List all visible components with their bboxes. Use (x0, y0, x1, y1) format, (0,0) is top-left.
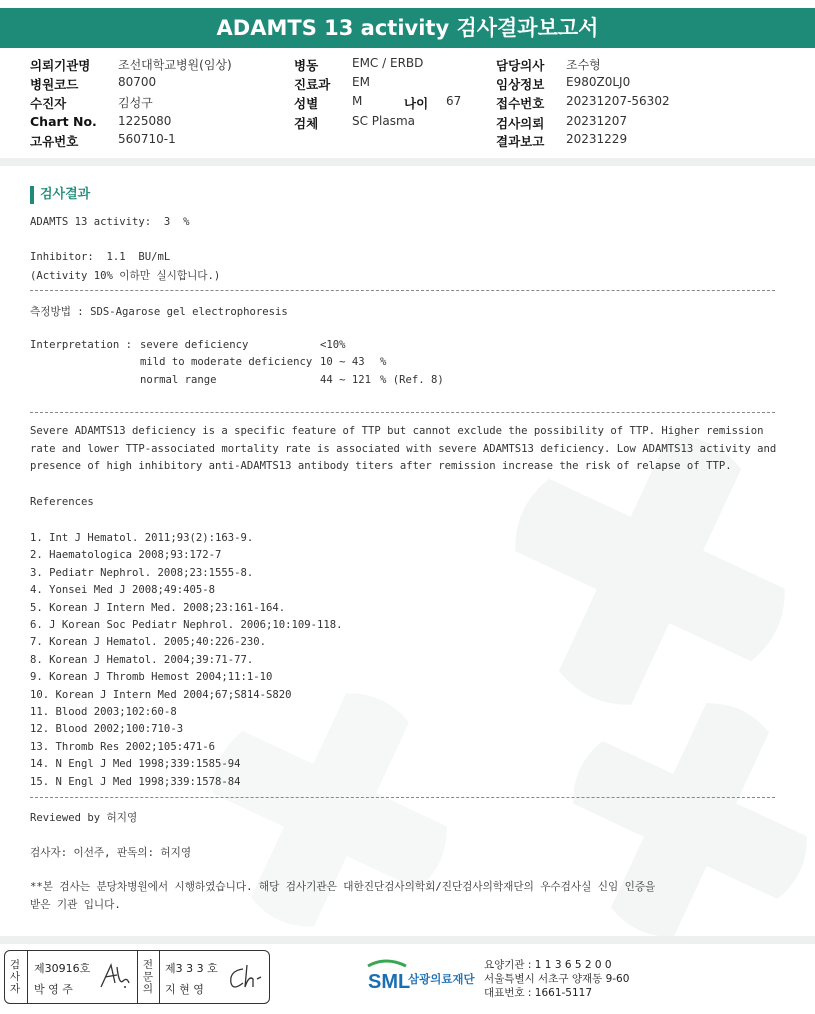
interp-unit-normal: % (Ref. 8) (380, 374, 444, 386)
box-divider (27, 951, 28, 1003)
list-item: 5. Korean J Intern Med. 2008;23:161-164. (30, 601, 286, 614)
watermark-cross-icon-2 (560, 690, 815, 950)
interp-name-normal: normal range (140, 374, 217, 386)
value-request-date: 20231207 (566, 114, 628, 128)
value-sex: M (352, 94, 363, 108)
value-chart-no: 1225080 (118, 114, 172, 128)
interp-name-severe: severe deficiency (140, 339, 249, 351)
examiner-license-no: 제30916호 (34, 962, 91, 975)
reviewed-by: Reviewed by 허지영 (30, 812, 138, 824)
header-separator (0, 158, 815, 166)
list-item: 1. Int J Hematol. 2011;93(2):163-9. (30, 532, 254, 544)
value-patient: 김성구 (118, 96, 153, 110)
activity-result: ADAMTS 13 activity: 3 % (30, 216, 190, 228)
accreditation-note-2: 받은 기관 입니다. (30, 899, 121, 911)
reader-vertical-label: 전문의 (142, 959, 154, 995)
accreditation-note: **본 검사는 분당차병원에서 시행하였습니다. 해당 검사기관은 대한진단검사의학회/진단검사의학재단의 우수검사실 신임 인증을 (30, 881, 656, 893)
label-patient: 수진자 (30, 96, 67, 111)
examiner-signature-icon (97, 961, 133, 993)
logo-name: 삼광의료재단 (408, 972, 475, 986)
value-receipt-no: 20231207-56302 (566, 94, 670, 108)
list-item: 3. Pediatr Nephrol. 2008;23:1555-8. (30, 566, 254, 579)
examiner-name: 박 영 주 (34, 983, 73, 996)
label-institution: 의뢰기관명 (30, 58, 91, 73)
interp-name-mild: mild to moderate deficiency (140, 356, 313, 368)
list-item: 4. Yonsei Med J 2008;49:405-8 (30, 584, 215, 597)
reader-signature-icon (225, 961, 265, 993)
interp-unit-mild: % (380, 356, 387, 368)
report-title: ADAMTS 13 activity 검사결과보고서 (0, 8, 815, 48)
dashed-divider-3 (30, 797, 775, 798)
logo-letters: SML (368, 971, 411, 993)
value-ward: EMC / ERBD (352, 56, 424, 70)
list-item: 13. Thromb Res 2002;105:471-6 (30, 740, 215, 753)
inhibitor-result: Inhibitor: 1.1 BU/mL (30, 251, 171, 263)
list-item: 9. Korean J Thromb Hemost 2004;11:1-10 (30, 671, 273, 684)
value-doctor: 조수형 (566, 58, 601, 72)
label-doctor: 담당의사 (496, 58, 545, 73)
interp-range-severe: <10% (320, 339, 346, 351)
label-request-date: 검사의뢰 (496, 116, 545, 131)
section-title-results: 검사결과 (30, 186, 90, 204)
label-specimen: 검체 (294, 116, 319, 131)
value-report-date: 20231229 (566, 132, 628, 146)
dashed-divider-2 (30, 412, 775, 413)
list-item: 11. Blood 2003;102:60-8 (30, 706, 177, 719)
value-age: 67 (446, 94, 462, 108)
reader-license-no: 제3 3 3 호 (165, 962, 218, 975)
list-item: 14. N Engl J Med 1998;339:1585-94 (30, 758, 241, 771)
list-item: 2. Haematologica 2008;93:172-7 (30, 549, 222, 562)
signature-box (4, 950, 270, 1004)
interp-range-mild: 10 ~ 43 (320, 356, 365, 368)
value-institution: 조선대학교병원(임상) (118, 58, 232, 72)
examiner-vertical-label: 검사자 (9, 959, 21, 995)
label-unique-no: 고유번호 (30, 134, 79, 149)
inhibitor-note: (Activity 10% 이하만 실시합니다.) (30, 270, 221, 282)
method-line: 측정방법 : SDS-Agarose gel electrophoresis (30, 306, 288, 318)
list-item: 10. Korean J Intern Med 2004;67;S814-S820 (30, 688, 292, 701)
reader-name: 지 현 영 (165, 983, 204, 996)
value-clinical-info: E980Z0LJ0 (566, 75, 631, 89)
interpretation-paragraph: Severe ADAMTS13 deficiency is a specific feature of TTP but cannot exclude the possibility of TTP. Higher remission rate and lower TTP-associated mortality rate is associated with severe ADAMTS13 deficiency. Low ADAMTS13 activity and presence of high inhibitory anti-ADAMTS13 antibody titers after remission increase the risk of relapse of TTP. (30, 425, 777, 472)
label-receipt-no: 접수번호 (496, 96, 545, 111)
label-department: 진료과 (294, 77, 331, 92)
label-clinical-info: 임상정보 (496, 77, 545, 92)
list-item: 12. Blood 2002;100:710-3 (30, 723, 184, 736)
dashed-divider (30, 290, 775, 291)
value-unique-no: 560710-1 (118, 132, 176, 146)
references-title: References (30, 496, 94, 508)
label-age: 나이 (404, 96, 429, 111)
box-divider-2 (137, 951, 138, 1003)
address: 서울특별시 서초구 양재동 9-60 (484, 973, 630, 985)
value-department: EM (352, 75, 370, 89)
interpretation-label: Interpretation : (30, 339, 133, 351)
list-item: 15. N Engl J Med 1998;339:1578-84 (30, 775, 241, 788)
label-hospital-code: 병원코드 (30, 77, 79, 92)
label-sex: 성별 (294, 96, 319, 111)
examiners-line: 검사자: 이선주, 판독의: 허지영 (30, 847, 192, 859)
label-chart-no: Chart No. (30, 114, 97, 129)
institution-code: 요양기관 : 1 1 3 6 5 2 0 0 (484, 959, 612, 971)
contact-info (484, 958, 629, 1000)
footer-separator (0, 936, 815, 944)
list-item: 8. Korean J Hematol. 2004;39:71-77. (30, 653, 254, 666)
value-specimen: SC Plasma (352, 114, 416, 128)
label-ward: 병동 (294, 58, 319, 73)
label-report-date: 결과보고 (496, 134, 545, 149)
reference-list (30, 530, 343, 791)
interp-range-normal: 44 ~ 121 (320, 374, 372, 386)
list-item: 7. Korean J Hematol. 2005;40:226-230. (30, 636, 266, 649)
list-item: 6. J Korean Soc Pediatr Nephrol. 2006;10:109-118. (30, 619, 343, 632)
phone: 대표번호 : 1661-5117 (484, 987, 593, 999)
box-divider-3 (159, 951, 160, 1003)
value-hospital-code: 80700 (118, 75, 157, 89)
